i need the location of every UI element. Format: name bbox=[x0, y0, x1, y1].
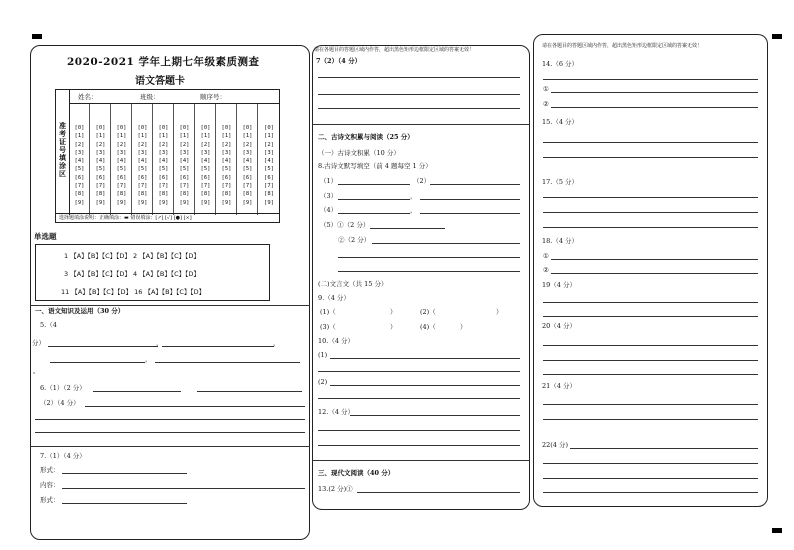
right-panel bbox=[533, 34, 768, 507]
answer-line[interactable] bbox=[543, 302, 758, 303]
answer-line[interactable] bbox=[543, 492, 758, 493]
omr-column[interactable]: [0] [1] [2] [3] [4] [5] [6] [7] [8] [9] bbox=[91, 104, 111, 215]
circle-2: ② bbox=[543, 100, 549, 108]
answer-line[interactable] bbox=[338, 213, 410, 214]
seat-label: 顺序号： bbox=[200, 93, 226, 101]
q13-label: 13.(2 分)① bbox=[318, 485, 353, 493]
q8-2-label: （2） bbox=[413, 177, 431, 185]
q8-1-label: （1） bbox=[320, 177, 338, 185]
circle-1: ① bbox=[543, 252, 549, 260]
divider bbox=[30, 446, 310, 447]
omr-column[interactable]: [0] [1] [2] [3] [4] [5] [6] [7] [8] [9] bbox=[154, 104, 174, 215]
answer-line[interactable] bbox=[35, 432, 305, 433]
answer-line[interactable] bbox=[543, 463, 758, 464]
answer-line[interactable] bbox=[420, 199, 520, 200]
exam-number-grid bbox=[55, 89, 280, 223]
answer-line[interactable] bbox=[543, 157, 758, 158]
answer-line[interactable] bbox=[338, 199, 410, 200]
page-title: 2020-2021 学年上期七年级素质测查 bbox=[67, 56, 260, 68]
answer-line[interactable] bbox=[62, 473, 187, 474]
answer-line[interactable] bbox=[543, 374, 758, 375]
omr-column[interactable]: [0] [1] [2] [3] [4] [5] [6] [7] [8] [9] bbox=[264, 125, 274, 206]
omr-column[interactable]: [0] [1] [2] [3] [4] [5] [6] [7] [8] [9] bbox=[112, 104, 132, 215]
omr-column[interactable]: [0] [1] [2] [3] [4] [5] [6] [7] [8] [9] bbox=[133, 104, 153, 215]
answer-line[interactable] bbox=[570, 448, 758, 449]
answer-line[interactable] bbox=[543, 227, 758, 228]
comma: ， bbox=[410, 192, 417, 200]
answer-line[interactable] bbox=[543, 360, 758, 361]
q9-2: (2)（ bbox=[420, 308, 436, 316]
registration-mark bbox=[772, 528, 782, 533]
q9-label: 9.（4 分） bbox=[318, 294, 350, 302]
answer-line[interactable] bbox=[93, 391, 181, 392]
answer-line[interactable] bbox=[85, 406, 305, 407]
paren: ） bbox=[496, 308, 503, 316]
section-heading: 二、古诗文积累与阅读（25 分） bbox=[318, 133, 414, 141]
q9-4: (4)（ bbox=[420, 323, 436, 331]
answer-line[interactable] bbox=[551, 273, 758, 274]
omr-column[interactable]: [0] [1] [2] [3] [4] [5] [6] [7] [8] [9] bbox=[217, 104, 237, 215]
answer-line[interactable] bbox=[543, 197, 758, 198]
omr-column[interactable]: [0] [1] [2] [3] [4] [5] [6] [7] [8] [9] bbox=[175, 104, 195, 215]
answer-line[interactable] bbox=[50, 362, 145, 363]
answer-line[interactable] bbox=[62, 503, 187, 504]
omr-column[interactable]: [0] [1] [2] [3] [4] [5] [6] [7] [8] [9] bbox=[238, 104, 258, 215]
answer-line[interactable] bbox=[318, 371, 520, 372]
mcq-title: 单选题 bbox=[34, 232, 57, 241]
q17-label: 17.（5 分） bbox=[542, 178, 579, 186]
section-heading: 三、现代文阅读（40 分） bbox=[318, 469, 395, 477]
comma: ， bbox=[273, 339, 280, 347]
fill-instructions: 选择题填涂说明：正确填涂：▬ 错误填涂：[↗] [✓] [●] [×] bbox=[56, 213, 279, 222]
answer-line[interactable] bbox=[338, 271, 520, 272]
answer-line[interactable] bbox=[330, 358, 520, 359]
answer-line[interactable] bbox=[543, 79, 758, 80]
mcq-row[interactable]: 11 【A】【B】【C】【D】 16 【A】【B】【C】【D】 bbox=[61, 288, 206, 296]
form-label: 形式： bbox=[40, 496, 60, 504]
name-label: 姓名： bbox=[78, 93, 98, 101]
mcq-answer-box bbox=[35, 244, 270, 301]
answer-line[interactable] bbox=[35, 419, 305, 420]
answer-line[interactable] bbox=[155, 362, 300, 363]
mcq-row[interactable]: 1 【A】【B】【C】【D】 2 【A】【B】【C】【D】 bbox=[64, 252, 200, 260]
paren: ） bbox=[460, 323, 467, 331]
answer-line[interactable] bbox=[338, 257, 520, 258]
notice-text: 请在各题目的答题区域内作答，超出黑色矩形边框限定区域的答案无效！ bbox=[542, 43, 703, 49]
answer-line[interactable] bbox=[420, 213, 520, 214]
q8-3-label: （3） bbox=[320, 192, 338, 200]
omr-column[interactable]: [0] [1] [2] [3] [4] [5] [6] [7] [8] [9] bbox=[70, 104, 90, 215]
q14-label: 14.（6 分） bbox=[542, 60, 579, 68]
q22-label: 22(4 分) bbox=[542, 441, 569, 449]
q21-label: 21（4 分） bbox=[542, 382, 576, 390]
answer-line[interactable] bbox=[551, 92, 758, 93]
answer-card-subtitle: 语文答题卡 bbox=[135, 76, 185, 87]
answer-line[interactable] bbox=[543, 419, 758, 420]
q10-1: (1) bbox=[318, 351, 328, 359]
notice-text: 请在各题目的答题区域内作答，超出黑色矩形边框限定区域的答案无效！ bbox=[314, 47, 475, 53]
q9-1: (1)（ bbox=[320, 308, 336, 316]
q8-label: 8.古诗文默写填空（前 4 题每空 1 分） bbox=[318, 162, 432, 170]
answer-line[interactable] bbox=[543, 478, 758, 479]
answer-line[interactable] bbox=[370, 228, 445, 229]
answer-line[interactable] bbox=[372, 243, 520, 244]
circle-2: ② bbox=[543, 266, 549, 274]
q5-label: 5.（4 bbox=[40, 321, 57, 329]
student-info-row bbox=[70, 90, 279, 104]
answer-line[interactable] bbox=[318, 445, 520, 446]
q9-3: (3)（ bbox=[320, 323, 336, 331]
comma: ， bbox=[156, 339, 163, 347]
answer-line[interactable] bbox=[543, 142, 758, 143]
answer-line[interactable] bbox=[197, 391, 302, 392]
q8-5-label: （5）①（2 分） bbox=[320, 221, 370, 229]
paren: ） bbox=[390, 323, 397, 331]
answer-line[interactable] bbox=[543, 212, 758, 213]
section-heading: 一、语文知识及运用（30 分） bbox=[35, 307, 125, 315]
q20-label: 20（4 分） bbox=[542, 322, 576, 330]
mcq-row[interactable]: 3 【A】【B】【C】【D】 4 【A】【B】【C】【D】 bbox=[64, 270, 200, 278]
answer-line[interactable] bbox=[338, 184, 410, 185]
q5-label-cont: 分） bbox=[32, 339, 45, 347]
answer-line[interactable] bbox=[357, 492, 520, 493]
answer-line[interactable] bbox=[318, 94, 520, 95]
q12-label: 12.（4 分） bbox=[318, 408, 355, 416]
exam-number-label: 准考证号填涂区 bbox=[56, 90, 70, 215]
answer-line[interactable] bbox=[62, 488, 305, 489]
q19-label: 19（4 分） bbox=[542, 281, 576, 289]
q7-2-label: 7（2）（4 分） bbox=[316, 57, 362, 65]
subsection-heading: （一）古诗文积累（10 分） bbox=[318, 149, 400, 157]
divider bbox=[312, 460, 530, 461]
circle-1: ① bbox=[543, 85, 549, 93]
registration-mark bbox=[772, 34, 782, 39]
q6-2-label: （2）（4 分） bbox=[40, 399, 80, 407]
q6-1-label: 6.（1）（2 分） bbox=[40, 384, 86, 392]
content-label: 内容： bbox=[40, 481, 60, 489]
answer-line[interactable] bbox=[48, 346, 158, 347]
answer-line[interactable] bbox=[551, 107, 758, 108]
answer-line[interactable] bbox=[318, 77, 520, 78]
q18-label: 18.（4 分） bbox=[542, 237, 579, 245]
middle-panel bbox=[312, 45, 530, 510]
answer-line[interactable] bbox=[543, 404, 758, 405]
answer-line[interactable] bbox=[162, 346, 274, 347]
q15-label: 15.（4 分） bbox=[542, 118, 579, 126]
q8-4-label: （4） bbox=[320, 206, 338, 214]
answer-line[interactable] bbox=[318, 398, 520, 399]
period: 。 bbox=[33, 367, 40, 375]
registration-mark bbox=[32, 34, 42, 39]
answer-line[interactable] bbox=[318, 430, 520, 431]
answer-line[interactable] bbox=[430, 184, 520, 185]
answer-line[interactable] bbox=[330, 385, 520, 386]
q7-label: 7.（1）（4 分） bbox=[40, 452, 86, 460]
omr-column[interactable]: [0] [1] [2] [3] [4] [5] [6] [7] [8] [9] bbox=[196, 104, 216, 215]
class-label: 班级： bbox=[140, 93, 160, 101]
comma: ， bbox=[145, 355, 152, 363]
divider bbox=[30, 305, 310, 306]
paren: ） bbox=[390, 308, 397, 316]
answer-line[interactable] bbox=[551, 259, 758, 260]
comma: ， bbox=[410, 206, 417, 214]
answer-line[interactable] bbox=[543, 345, 758, 346]
answer-line[interactable] bbox=[318, 108, 520, 109]
q10-2: (2) bbox=[318, 378, 328, 386]
answer-line[interactable] bbox=[350, 415, 520, 416]
subsection-heading: (二)文言文（共 15 分） bbox=[318, 280, 388, 288]
answer-line[interactable] bbox=[543, 316, 758, 317]
divider bbox=[312, 124, 530, 125]
q10-label: 10.（4 分） bbox=[318, 337, 355, 345]
q8-5b-label: ②（2 分） bbox=[338, 236, 371, 244]
form-label: 形式： bbox=[40, 466, 60, 474]
